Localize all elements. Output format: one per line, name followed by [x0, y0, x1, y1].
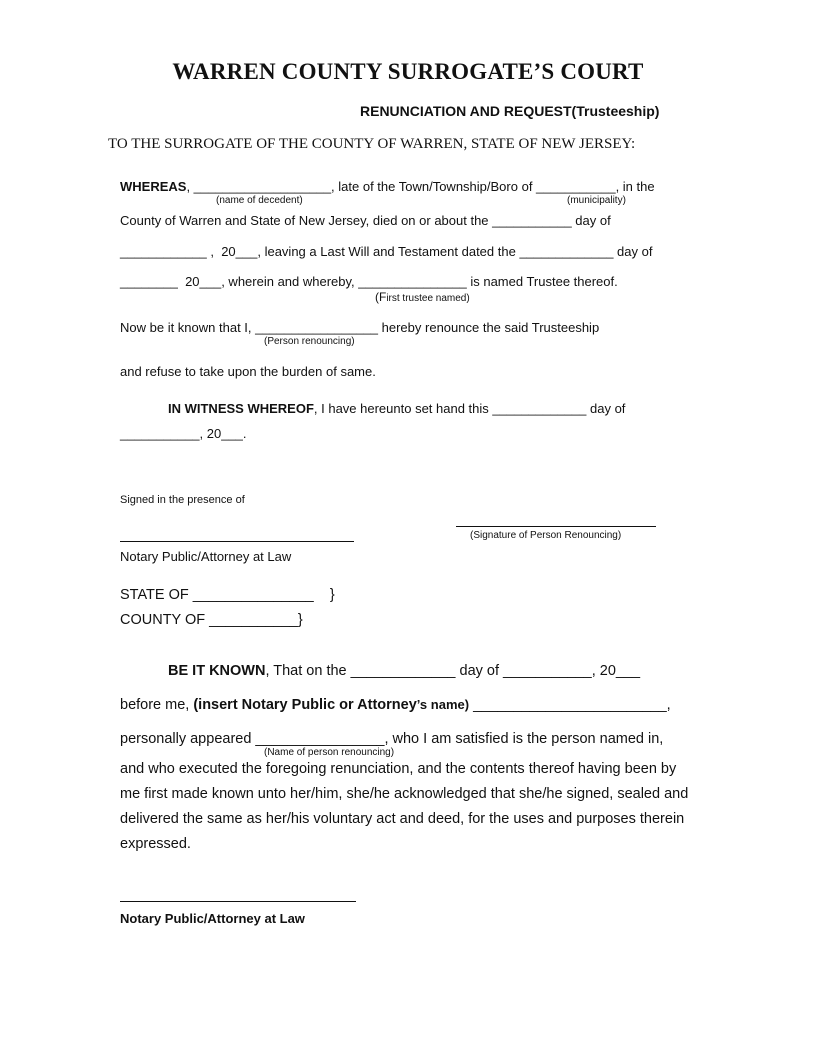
whereas-line-4: ________ 20___, wherein and whereby, _______________ is named Trustee thereof. — [120, 274, 618, 289]
insert-name-instruction-a: (insert Notary Public or Attorney — [193, 697, 417, 713]
whereas-line-3: ____________ , 20___, leaving a Last Will and Testament dated the _____________ day of — [120, 244, 653, 259]
witness-label: IN WITNESS WHEREOF — [168, 401, 314, 416]
sig-person-renouncing-caption: (Signature of Person Renouncing) — [470, 530, 622, 541]
before-me-line — [120, 697, 671, 713]
hint-municipality: (municipality) — [567, 195, 626, 206]
state-of-line: STATE OF _______________ } — [120, 587, 335, 603]
form-title: RENUNCIATION AND REQUEST(Trusteeship) — [360, 103, 660, 119]
hint-first-trustee — [375, 290, 470, 304]
addressee-line: TO THE SURROGATE OF THE COUNTY OF WARREN, STATE OF NEW JERSEY: — [108, 136, 636, 152]
hint-first-trustee-cap: (F — [375, 290, 387, 304]
be-it-known-label: BE IT KNOWN — [168, 663, 266, 679]
witness-line-1-text: , I have hereunto set hand this _____________ day of — [313, 401, 626, 416]
be-it-known-line — [168, 663, 640, 679]
whereas-line-2: County of Warren and State of New Jersey, died on or about the ___________ day of — [120, 213, 611, 228]
witness-line-2: ___________, 20___. — [120, 426, 247, 441]
appeared-line: personally appeared ________________, who I am satisfied is the person named in, — [120, 731, 664, 747]
sig-person-renouncing-line — [456, 526, 656, 527]
whereas-label: WHEREAS — [120, 179, 187, 194]
witness-line-1 — [168, 401, 625, 416]
ack-para-line-4: delivered the same as her/his voluntary act and deed, for the uses and purposes therein — [120, 811, 685, 827]
hint-first-trustee-rest: irst trustee named) — [386, 293, 470, 304]
hint-person-renouncing: (Person renouncing) — [264, 336, 355, 347]
be-it-known-text: , That on the _____________ day of ___________, 20___ — [265, 663, 641, 679]
before-me-text: before me, — [120, 697, 194, 713]
signed-in-presence-label: Signed in the presence of — [120, 494, 245, 506]
renounce-line: Now be it known that I, _________________ hereby renounce the said Trusteeship — [120, 320, 600, 335]
notary-sig-line-2 — [120, 901, 356, 902]
county-of-line: COUNTY OF ___________} — [120, 612, 303, 628]
ack-para-line-3: me first made known unto her/him, she/he acknowledged that she/he signed, sealed and — [120, 786, 689, 802]
whereas-line-1-text: , ___________________, late of the Town/Township/Boro of ___________, in the — [186, 179, 655, 194]
hint-name-renouncing: (Name of person renouncing) — [264, 747, 395, 758]
notary-label-1: Notary Public/Attorney at Law — [120, 549, 292, 564]
ack-para-line-2: and who executed the foregoing renunciation, and the contents thereof having been by — [120, 761, 677, 777]
refuse-line: and refuse to take upon the burden of same. — [120, 364, 376, 379]
notary-sig-line-1 — [120, 541, 354, 542]
insert-name-blank: ________________________, — [469, 697, 671, 713]
insert-name-instruction-b: ’s name) — [416, 697, 470, 712]
notary-label-2: Notary Public/Attorney at Law — [120, 911, 305, 926]
ack-para-line-5: expressed. — [120, 836, 191, 852]
whereas-line-1 — [120, 179, 655, 194]
court-title: WARREN COUNTY SURROGATE’S COURT — [172, 59, 644, 84]
hint-decedent: (name of decedent) — [216, 195, 303, 206]
